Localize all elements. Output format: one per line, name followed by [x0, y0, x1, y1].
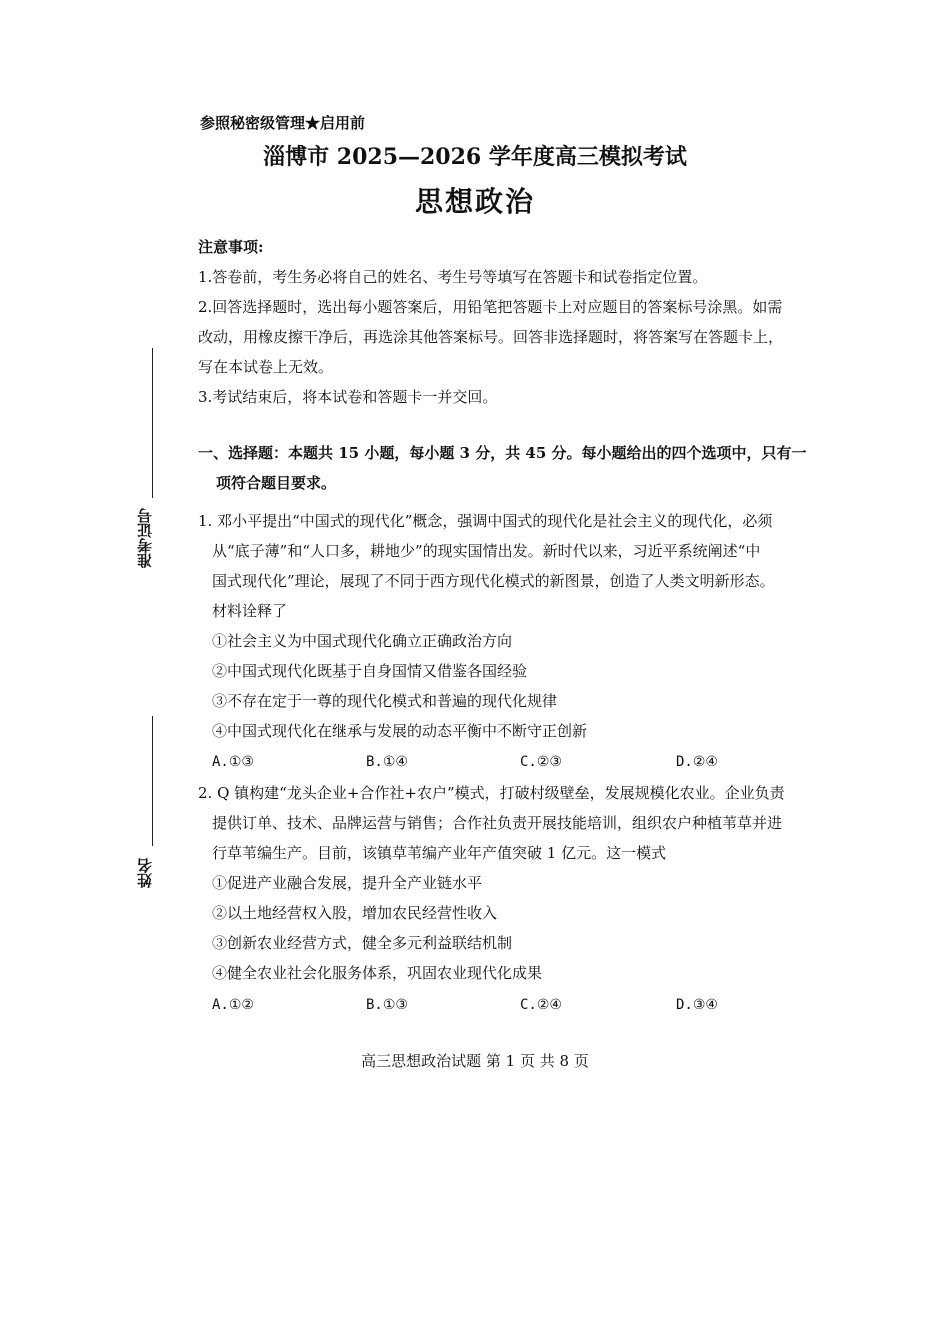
question-2-statement: ②以土地经营权入股，增加农民经营性收入: [212, 904, 498, 922]
page-footer: 高三思想政治试题 第 1 页 共 8 页: [361, 1052, 589, 1070]
question-1-option-a: A.①③: [212, 754, 254, 770]
question-2-option-c: C.②④: [520, 997, 562, 1013]
notes-line: 写在本试卷上无效。: [198, 358, 334, 376]
question-1-statement: ③不存在定于一尊的现代化模式和普遍的现代化规律: [212, 692, 558, 710]
exam-id-line: [152, 348, 153, 498]
question-2-option-b: B.①③: [366, 997, 408, 1013]
question-1-option-c: C.②③: [520, 754, 562, 770]
notes-line: 1.答卷前，考生务必将自己的姓名、考生号等填写在答题卡和试卷指定位置。: [198, 268, 708, 286]
question-1-stem: 从“底子薄”和“人口多，耕地少”的现实国情出发。新时代以来，习近平系统阐述“中: [212, 542, 761, 560]
question-1-statement: ④中国式现代化在继承与发展的动态平衡中不断守正创新: [212, 722, 588, 740]
subject-title: 思想政治: [414, 185, 535, 218]
notes-heading: 注意事项:: [198, 238, 264, 256]
question-2-statement: ④健全农业社会化服务体系，巩固农业现代化成果: [212, 964, 543, 982]
name-label: 姓名: [136, 858, 154, 888]
notes-line: 改动，用橡皮擦干净后，再选涂其他答案标号。回答非选择题时，将答案写在答题卡上，: [198, 328, 784, 346]
question-2-statement: ①促进产业融合发展，提升全产业链水平: [212, 874, 483, 892]
question-1-stem: 材料诠释了: [212, 602, 288, 620]
question-1-stem: 国式现代化”理论，展现了不同于西方现代化模式的新图景，创造了人类文明新形态。: [212, 572, 775, 590]
question-2-stem: 2. Q 镇构建“龙头企业+合作社+农户”模式，打破村级壁垒，发展规模化农业。企业负责: [198, 784, 785, 802]
question-2-stem: 行草苇编生产。目前，该镇草苇编产业年产值突破 1 亿元。这一模式: [212, 844, 667, 862]
question-1-option-d: D.②④: [676, 754, 718, 770]
notes-line: 2.回答选择题时，选出每小题答案后，用铅笔把答题卡上对应题目的答案标号涂黑。如需: [198, 298, 783, 316]
exam-id-label: 准考证号: [136, 508, 154, 568]
name-line: [152, 716, 153, 846]
question-2-option-a: A.①②: [212, 997, 254, 1013]
section-heading: 一、选择题：本题共 15 小题，每小题 3 分，共 45 分。每小题给出的四个选项中，只有一: [198, 444, 807, 462]
question-2-stem: 提供订单、技术、品牌运营与销售；合作社负责开展技能培训，组织农户种植苇草并进: [212, 814, 783, 832]
secret-level-label: 参照秘密级管理★启用前: [200, 114, 366, 132]
notes-line: 3.考试结束后，将本试卷和答题卡一并交回。: [198, 388, 498, 406]
question-1-statement: ①社会主义为中国式现代化确立正确政治方向: [212, 632, 513, 650]
section-heading-cont: 项符合题目要求。: [216, 474, 337, 492]
question-1-stem: 1. 邓小平提出“中国式的现代化”概念，强调中国式的现代化是社会主义的现代化，必须: [198, 512, 773, 530]
exam-title: 淄博市 2025—2026 学年度高三模拟考试: [263, 144, 687, 170]
question-1-statement: ②中国式现代化既基于自身国情又借鉴各国经验: [212, 662, 528, 680]
question-2-option-d: D.③④: [676, 997, 718, 1013]
question-1-option-b: B.①④: [366, 754, 408, 770]
question-2-statement: ③创新农业经营方式，健全多元利益联结机制: [212, 934, 513, 952]
